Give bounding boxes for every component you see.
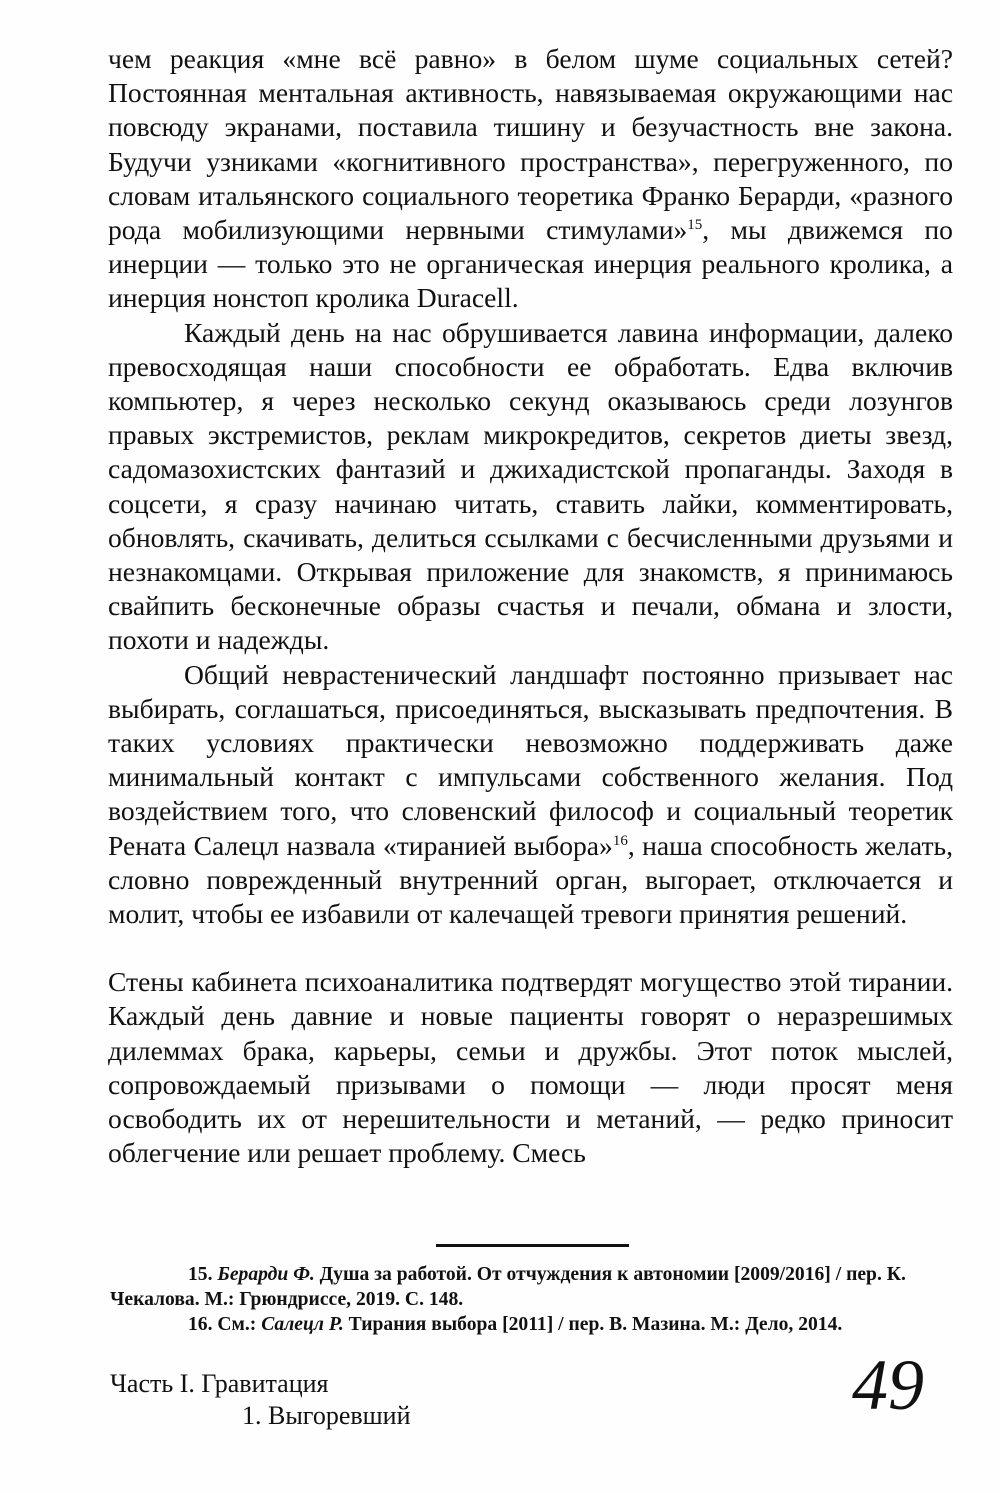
paragraph-3 xyxy=(108,658,953,932)
paragraph-4: Стены кабинета психоаналитика подтвердят могущество этой тирании. Каждый день давние и новые пациенты говорят о неразрешимых дилеммах брака, карьеры, семьи и дружбы. Этот поток мыслей, сопровождаемый призывами о помощи — люди просят меня освободить их от нерешительности и метаний, — редко приносит облегчение или решает проблему. Смесь xyxy=(108,966,953,1169)
footnote-16-see: См.: xyxy=(217,1314,257,1335)
paragraph-3-text-a: Общий неврастенический ландшафт постоянно призывает нас выбирать, соглашаться, присоединяться, высказывать предпочтения. В таких условиях практически невозможно поддерживать даже минимальный контакт с импульсами собственного желания. Под воздействием того, что словенский философ и социальный теоретик Рената Салецл назвала «тиранией выбора» xyxy=(108,658,953,861)
running-head-part: Часть I. Гравитация xyxy=(110,1369,329,1398)
body-text xyxy=(108,42,953,1171)
running-head xyxy=(110,1368,610,1432)
paragraph-1-text-b: , мы движемся по инерции — только это не органическая инерция реального кролика, а инерция нонстоп кролика Duracell. xyxy=(108,214,953,314)
footnotes xyxy=(110,1262,950,1337)
footnote-15 xyxy=(110,1262,950,1312)
footnote-16 xyxy=(110,1312,950,1337)
paragraph-3-text-b: , наша способность желать, словно поврежденный внутренний орган, выгорает, отключается и молит, чтобы ее избавили от калечащей тревоги принятия решений. xyxy=(108,829,953,930)
footnote-ref-16: 16 xyxy=(612,832,628,849)
paragraph-1-text-a: чем реакция «мне всё равно» в белом шуме социальных сетей? Постоянная ментальная активность, навязываемая окружающими нас повсюду экранами, поставила тишину и безучастность вне закона. Будучи узниками «когнитивного пространства», перегруженного, по словам итальянского социального теоретика Франко Берарди, «разного рода мобилизующими нервными стимулами» xyxy=(108,43,953,246)
footnote-15-author: Берарди Ф. xyxy=(217,1264,315,1285)
footnote-15-number: 15. xyxy=(188,1264,213,1285)
page-number: 49 xyxy=(852,1345,924,1425)
paragraph-1 xyxy=(108,42,953,316)
footnote-16-author: Салецл Р. xyxy=(261,1314,344,1335)
footnote-divider xyxy=(436,1244,629,1247)
footnote-15-text: Душа за работой. От отчуждения к автономии [2009/2016] / пер. К. Чекалова. М.: Грюндриссе, 2019. С. 148. xyxy=(110,1264,906,1310)
footnote-ref-15: 15 xyxy=(687,216,703,233)
footnote-16-number: 16. xyxy=(188,1314,213,1335)
paragraph-2: Каждый день на нас обрушивается лавина информации, далеко превосходящая наши способности ее обработать. Едва включив компьютер, я через несколько секунд оказываюсь среди лозунгов правых экстремистов, реклам микрокредитов, секретов диеты звезд, садомазохистских фантазий и джихадистской пропаганды. Заходя в соцсети, я сразу начинаю читать, ставить лайки, комментировать, обновлять, скачивать, делиться ссылками с бесчисленными друзьями и незнакомцами. Открывая приложение для знакомств, я принимаюсь свайпить бесконечные образы счастья и печали, обмана и злости, похоти и надежды. xyxy=(108,316,953,656)
running-head-chapter: 1. Выгоревший xyxy=(242,1401,411,1430)
footnote-16-text: Тирания выбора [2011] / пер. В. Мазина. М.: Дело, 2014. xyxy=(343,1314,843,1335)
